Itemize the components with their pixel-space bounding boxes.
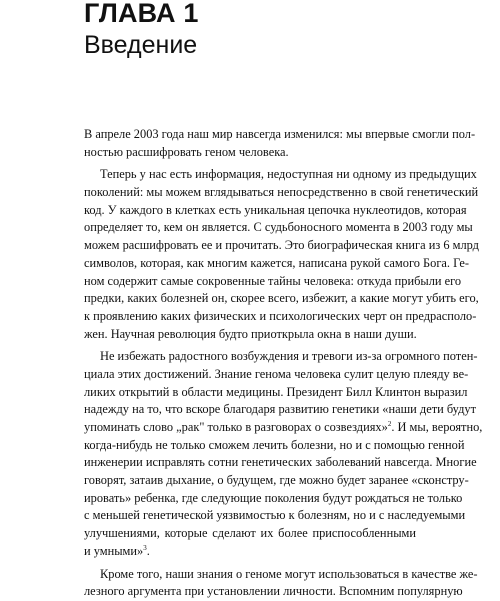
text-segment: . bbox=[146, 543, 150, 558]
text-line: поколений: мы можем вглядываться непосредственно в свой генетический bbox=[84, 185, 479, 200]
text-line: к проявлению каких физических и психологических черт он предрасполо- bbox=[84, 308, 477, 323]
paragraph-3 bbox=[84, 348, 483, 560]
chapter-label: ГЛАВА 1 bbox=[84, 0, 199, 28]
text-line: определяет то, кем он является. С судьбоносного момента в 2003 году мы bbox=[84, 220, 473, 235]
text-line: ном содержит самые сокровенные тайны человека: откуда прибыли его bbox=[84, 273, 462, 288]
text-line: предки, каких болезней он, скорее всего, избежит, а какие могут убить его, bbox=[84, 291, 479, 306]
text-line bbox=[84, 543, 416, 561]
text-line: с меньшей генетической уязвимостью к болезням, но и с наследуемыми bbox=[84, 508, 466, 523]
text-line: когда-нибудь не только сможем лечить болезни, но и с помощью генной bbox=[84, 437, 465, 452]
text-line: надежду на то, что вскоре благодаря развитию генетики «наши дети будут bbox=[84, 402, 476, 417]
text-line: ировать» ребенка, где следующие поколения будут рождаться не только bbox=[84, 490, 463, 505]
footnote-marker: 2 bbox=[387, 419, 392, 428]
text-segment: и умными» bbox=[84, 543, 144, 558]
text-line: Кроме того, наши знания о геноме могут использоваться в качестве же- bbox=[100, 566, 478, 581]
text-line: символов, которая, как многим кажется, написана рукой самого Бога. Ге- bbox=[84, 255, 469, 270]
text-line: улучшениями, которые сделают их более приспособленными bbox=[84, 526, 416, 541]
text-line: код. У каждого в клетках есть уникальная цепочка нуклеотидов, которая bbox=[84, 202, 467, 217]
text-line: Теперь у нас есть информация, недоступная ни одному из предыдущих bbox=[100, 167, 477, 182]
text-line: ностью расшифровать геном человека. bbox=[84, 144, 289, 159]
text-segment: . И мы, вероятно, bbox=[391, 420, 483, 434]
paragraph-1 bbox=[84, 126, 476, 161]
text-line: инженерии исправлять сотни генетических заболеваний навсегда. Многие bbox=[84, 455, 477, 470]
paragraph-2 bbox=[84, 166, 479, 343]
footnote-marker: 3 bbox=[143, 543, 147, 552]
text-line: можем расшифровать ее и прочитать. Это биографическая книга из 6 млрд bbox=[84, 238, 479, 253]
body-text bbox=[84, 126, 483, 601]
text-line: В апреле 2003 года наш мир навсегда изменился: мы впервые смогли пол- bbox=[84, 127, 476, 141]
text-line bbox=[84, 419, 483, 437]
text-segment: упоминать слово „рак" только в разговорах о созвездиях» bbox=[84, 420, 388, 434]
text-line: говорят, затаив дыхание, о будущем, где можно будет заранее «сконстру- bbox=[84, 473, 469, 488]
text-line: Не избежать радостного возбуждения и тревоги из-за огромного потен- bbox=[100, 349, 478, 364]
text-line: циала этих достижений. Знание генома человека сулит целую плеяду ве- bbox=[84, 366, 469, 381]
chapter-title: Введение bbox=[84, 31, 198, 59]
paragraph-4 bbox=[84, 566, 478, 601]
text-line: жен. Научная революция будто приоткрыла окна в наши души. bbox=[84, 326, 417, 341]
text-line: лезного аргумента при установлении личности. Вспомним популярную bbox=[84, 584, 463, 599]
text-line: ликих открытий в области медицины. Президент Билл Клинтон выразил bbox=[84, 384, 468, 399]
